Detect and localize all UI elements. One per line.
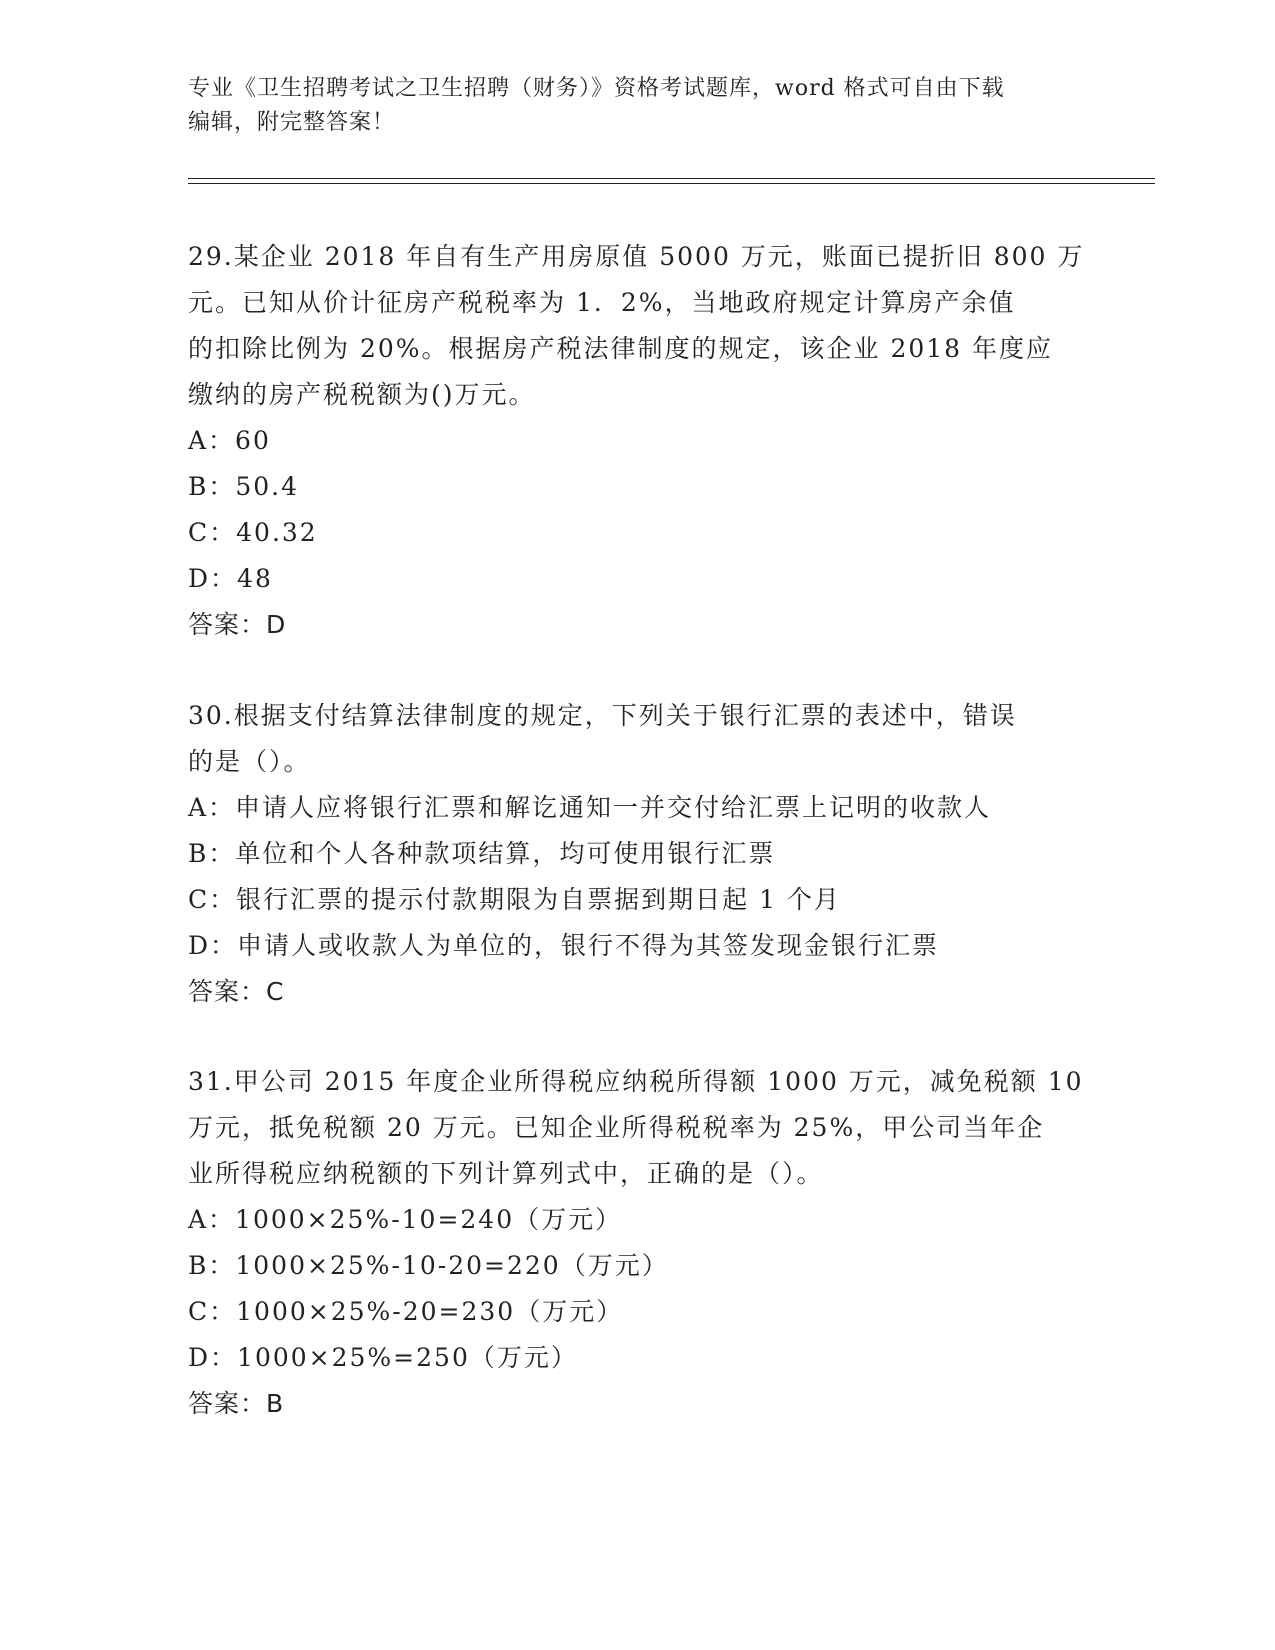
question-stem-line: 30.根据支付结算法律制度的规定，下列关于银行汇票的表述中，错误 [188, 701, 1017, 730]
header-line-1: 专业《卫生招聘考试之卫生招聘（财务）》资格考试题库，word 格式可自由下载 [188, 76, 1005, 101]
question-stem-line: 缴纳的房产税税额为()万元。 [188, 380, 536, 409]
option-d: D：1000×25%=250（万元） [188, 1343, 578, 1372]
question-stem-line: 万元，抵免税额 20 万元。已知企业所得税税率为 25%，甲公司当年企 [188, 1113, 1045, 1142]
option-a: A：1000×25%-10=240（万元） [188, 1205, 623, 1234]
option-a: A：60 [188, 426, 271, 455]
option-d: D：48 [188, 564, 273, 593]
answer-label: 答案：C [188, 977, 285, 1006]
question-stem-line: 29.某企业 2018 年自有生产用房原值 5000 万元，账面已提折旧 800 万 [188, 242, 1085, 271]
option-c: C：40.32 [188, 518, 318, 547]
option-c: C：1000×25%-20=230（万元） [188, 1297, 624, 1326]
question-stem-line: 的是（）。 [188, 747, 311, 776]
question-stem-line: 的扣除比例为 20%。根据房产税法律制度的规定，该企业 2018 年度应 [188, 334, 1054, 363]
question-30 [188, 693, 1088, 1015]
option-d: D：申请人或收款人为单位的，银行不得为其签发现金银行汇票 [188, 931, 940, 960]
header-divider-bottom [188, 183, 1155, 184]
question-stem-line: 业所得税应纳税额的下列计算列式中，正确的是（）。 [188, 1159, 824, 1188]
option-b: B：1000×25%-10-20=220（万元） [188, 1251, 669, 1280]
question-stem-line: 31.甲公司 2015 年度企业所得税应纳税所得额 1000 万元，减免税额 10 [188, 1067, 1084, 1096]
answer-label: 答案：D [188, 610, 287, 639]
document-header [188, 72, 1088, 140]
question-31 [188, 1059, 1088, 1427]
header-line-2: 编辑，附完整答案！ [188, 110, 396, 135]
question-29 [188, 234, 1088, 648]
option-c: C：银行汇票的提示付款期限为自票据到期日起 1 个月 [188, 885, 841, 914]
answer-label: 答案：B [188, 1389, 285, 1418]
option-a: A：申请人应将银行汇票和解讫通知一并交付给汇票上记明的收款人 [188, 793, 992, 822]
option-b: B：50.4 [188, 472, 300, 501]
option-b: B：单位和个人各种款项结算，均可使用银行汇票 [188, 839, 776, 868]
question-stem-line: 元。已知从价计征房产税税率为 1．2%，当地政府规定计算房产余值 [188, 288, 1016, 317]
header-divider-top [188, 178, 1155, 179]
